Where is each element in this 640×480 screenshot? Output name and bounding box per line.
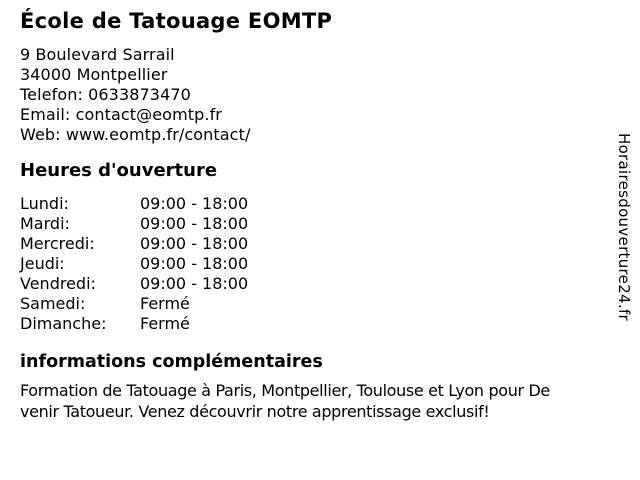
additional-info-text bbox=[20, 380, 550, 422]
hours-row bbox=[20, 234, 248, 254]
opening-hours-heading: Heures d'ouverture bbox=[20, 160, 218, 181]
additional-info-line: Formation de Tatouage à Paris, Montpellier, Toulouse et Lyon pour De bbox=[20, 381, 550, 400]
day-label: Mardi: bbox=[20, 214, 70, 233]
day-label: Vendredi: bbox=[20, 274, 96, 293]
hours-row bbox=[20, 214, 248, 234]
address-line: Telefon: 0633873470 bbox=[20, 85, 191, 104]
address-line: 9 Boulevard Sarrail bbox=[20, 45, 175, 64]
day-label: Samedi: bbox=[20, 294, 86, 313]
hours-row bbox=[20, 294, 248, 314]
day-label: Lundi: bbox=[20, 194, 69, 213]
day-label: Jeudi: bbox=[20, 254, 65, 273]
address-block bbox=[20, 45, 250, 145]
opening-hours-table bbox=[20, 194, 248, 334]
additional-info-heading: informations complémentaires bbox=[20, 352, 323, 372]
hours-row bbox=[20, 194, 248, 214]
hours-row bbox=[20, 274, 248, 294]
address-line: Email: contact@eomtp.fr bbox=[20, 105, 222, 124]
watermark-vertical-text: Horairesdouverture24.fr bbox=[615, 133, 633, 321]
day-label: Dimanche: bbox=[20, 314, 107, 333]
day-hours: 09:00 - 18:00 bbox=[140, 274, 249, 293]
day-hours: Fermé bbox=[140, 294, 190, 313]
additional-info-line: venir Tatoueur. Venez découvrir notre apprentissage exclusif! bbox=[20, 402, 490, 421]
day-hours: 09:00 - 18:00 bbox=[140, 234, 249, 253]
day-hours: 09:00 - 18:00 bbox=[140, 194, 249, 213]
hours-row bbox=[20, 314, 248, 334]
day-hours: 09:00 - 18:00 bbox=[140, 254, 249, 273]
address-line: Web: www.eomtp.fr/contact/ bbox=[20, 125, 251, 144]
day-label: Mercredi: bbox=[20, 234, 95, 253]
page-title: École de Tatouage EOMTP bbox=[20, 9, 333, 33]
address-line: 34000 Montpellier bbox=[20, 65, 168, 84]
day-hours: Fermé bbox=[140, 314, 190, 333]
day-hours: 09:00 - 18:00 bbox=[140, 214, 249, 233]
hours-row bbox=[20, 254, 248, 274]
